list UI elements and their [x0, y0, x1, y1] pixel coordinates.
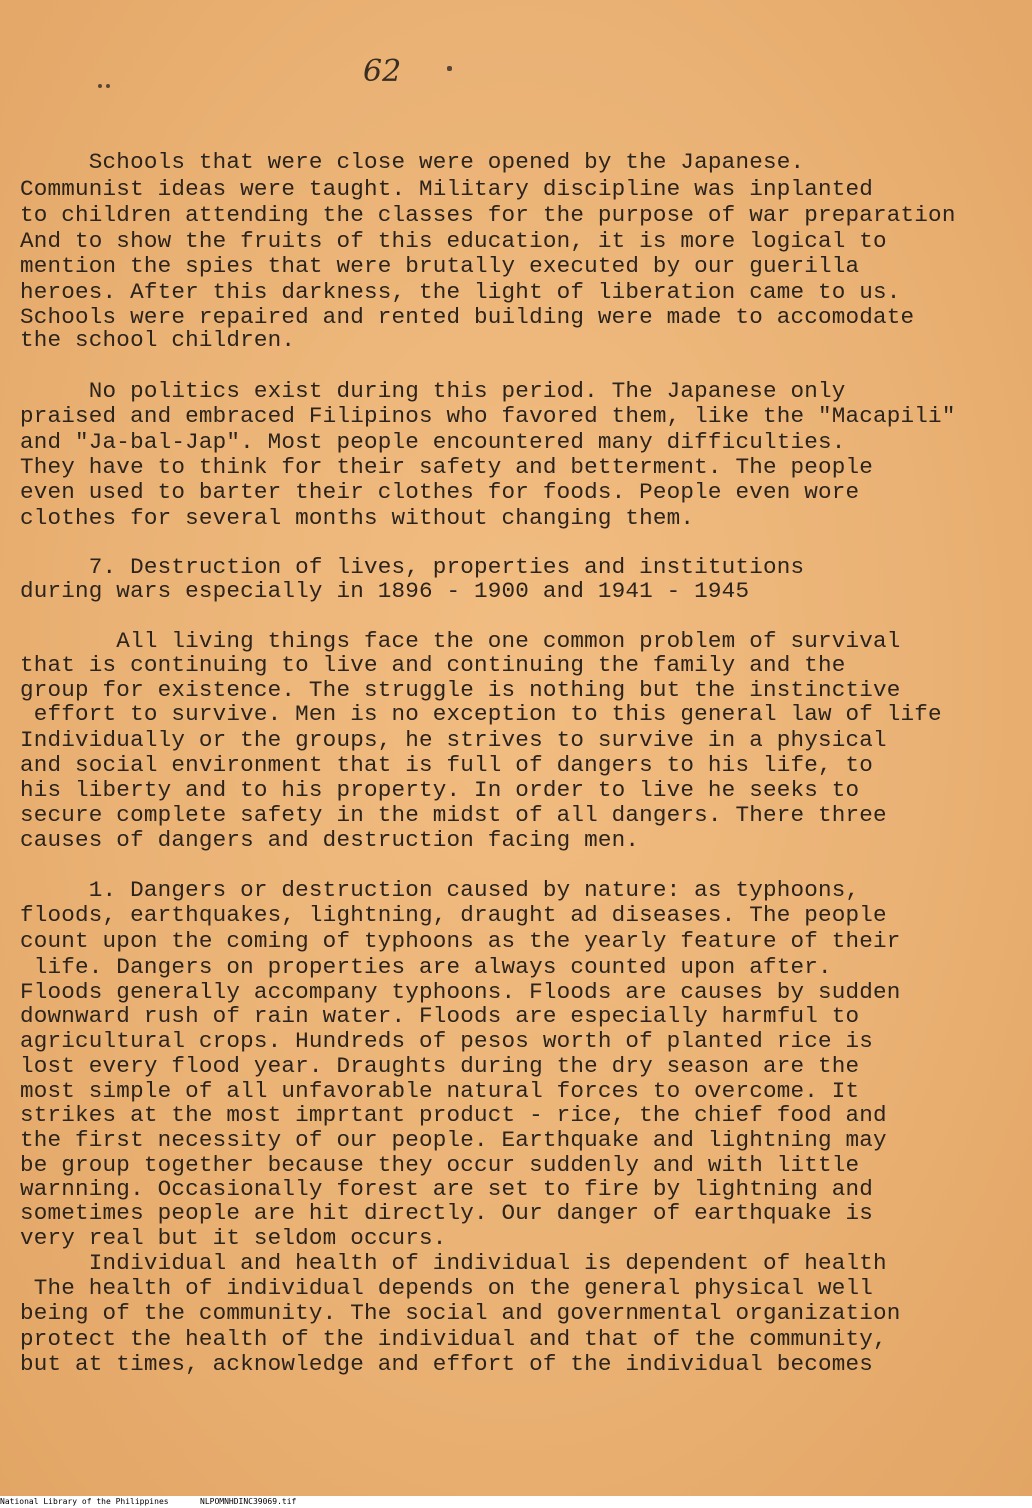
text-line: Communist ideas were taught. Military discipline was inplanted — [20, 176, 874, 202]
text-line: his liberty and to his property. In order to live he seeks to — [20, 777, 860, 803]
text-line: agricultural crops. Hundreds of pesos worth of planted rice is — [20, 1028, 874, 1054]
text-line: the first necessity of our people. Earthquake and lightning may — [20, 1127, 887, 1153]
text-line: that is continuing to live and continuing the family and the — [20, 652, 846, 678]
page-number: 62 — [363, 54, 402, 89]
text-line: to children attending the classes for the purpose of war preparation — [20, 202, 956, 228]
text-line: heroes. After this darkness, the light of liberation came to us. — [20, 279, 901, 305]
text-line: Schools were repaired and rented building were made to accomodate — [20, 304, 915, 330]
footer-library: National Library of the Philippines — [0, 1497, 169, 1506]
text-line: Floods generally accompany typhoons. Floods are causes by sudden — [20, 979, 901, 1005]
text-line: protect the health of the individual and that of the community, — [20, 1326, 887, 1352]
text-line: and social environment that is full of dangers to his life, to — [20, 752, 874, 778]
text-line: praised and embraced Filipinos who favored them, like the "Macapili" — [20, 403, 956, 429]
text-line: being of the community. The social and governmental organization — [20, 1300, 901, 1326]
speck-mark — [106, 84, 110, 88]
text-line: count upon the coming of typhoons as the yearly feature of their — [20, 928, 901, 954]
text-line: floods, earthquakes, lightning, draught ad diseases. The people — [20, 902, 887, 928]
text-line: group for existence. The struggle is nothing but the instinctive — [20, 677, 901, 703]
text-line: life. Dangers on properties are always counted upon after. — [20, 954, 832, 980]
text-line: be group together because they occur suddenly and with little — [20, 1152, 860, 1178]
speck-mark — [447, 66, 452, 71]
section-heading: 7. Destruction of lives, properties and institutions — [20, 554, 805, 580]
text-line: very real but it seldom occurs. — [20, 1225, 447, 1251]
text-line: They have to think for their safety and betterment. The people — [20, 454, 874, 480]
text-line: All living things face the one common problem of survival — [20, 628, 901, 654]
text-line: mention the spies that were brutally executed by our guerilla — [20, 253, 860, 279]
text-line: Schools that were close were opened by the Japanese. — [20, 149, 805, 175]
footer-filename: NLPOMNHDINC39069.tif — [200, 1497, 297, 1506]
text-line: causes of dangers and destruction facing men. — [20, 827, 640, 853]
text-line: but at times, acknowledge and effort of the individual becomes — [20, 1351, 874, 1377]
section-heading: during wars especially in 1896 - 1900 and 1941 - 1945 — [20, 578, 750, 604]
text-line: Individual and health of individual is dependent of health — [20, 1250, 887, 1276]
speck-mark — [98, 84, 102, 88]
text-line: the school children. — [20, 327, 296, 353]
text-line: even used to barter their clothes for foods. People even wore — [20, 479, 860, 505]
text-line: strikes at the most imprtant product - rice, the chief food and — [20, 1102, 887, 1128]
text-line: No politics exist during this period. The Japanese only — [20, 378, 846, 404]
text-line: clothes for several months without changing them. — [20, 505, 695, 531]
text-line: lost every flood year. Draughts during the dry season are the — [20, 1053, 860, 1079]
text-line: effort to survive. Men is no exception to this general law of life — [20, 701, 942, 727]
text-line: warnning. Occasionally forest are set to fire by lightning and — [20, 1176, 874, 1202]
text-line: and "Ja-bal-Jap". Most people encountered many difficulties. — [20, 429, 846, 455]
text-line: sometimes people are hit directly. Our danger of earthquake is — [20, 1200, 874, 1226]
text-line: most simple of all unfavorable natural forces to overcome. It — [20, 1078, 860, 1104]
text-line: Individually or the groups, he strives to survive in a physical — [20, 727, 887, 753]
text-line: And to show the fruits of this education, it is more logical to — [20, 228, 887, 254]
text-line: 1. Dangers or destruction caused by nature: as typhoons, — [20, 877, 860, 903]
text-line: downward rush of rain water. Floods are especially harmful to — [20, 1003, 860, 1029]
text-line: The health of individual depends on the general physical well — [20, 1275, 874, 1301]
text-line: secure complete safety in the midst of all dangers. There three — [20, 802, 887, 828]
